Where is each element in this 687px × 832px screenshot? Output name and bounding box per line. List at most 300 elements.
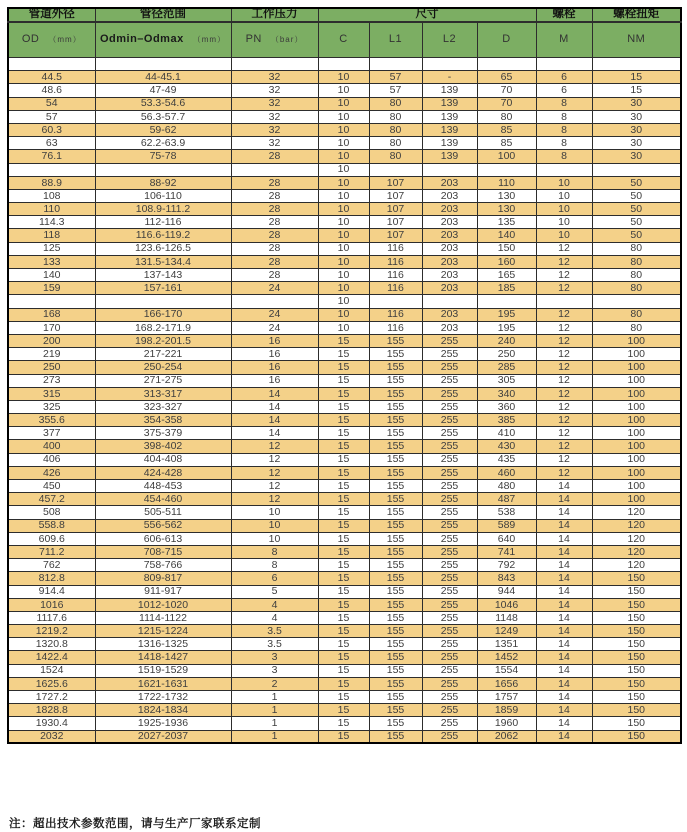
table-cell [536, 295, 592, 308]
table-cell: 57 [8, 110, 95, 123]
table-cell: 48.6 [8, 84, 95, 97]
table-cell: 62.2-63.9 [95, 137, 231, 150]
table-cell: 708-715 [95, 545, 231, 558]
col-header-pn: PN （bar） [231, 22, 318, 58]
table-cell: 118 [8, 229, 95, 242]
table-cell: 32 [231, 137, 318, 150]
table-cell: 1046 [477, 598, 536, 611]
table-cell: 480 [477, 480, 536, 493]
table-cell: 398-402 [95, 440, 231, 453]
table-row [8, 269, 681, 282]
table-cell: 741 [477, 545, 536, 558]
table-cell: 10 [318, 282, 369, 295]
table-cell: 355.6 [8, 414, 95, 427]
group-header-working-pressure: 工作压力 [231, 8, 318, 22]
table-row [8, 677, 681, 690]
table-cell: 255 [422, 559, 477, 572]
table-cell: 508 [8, 506, 95, 519]
table-cell: 12 [536, 308, 592, 321]
table-cell: 15 [318, 559, 369, 572]
table-cell: 15 [318, 374, 369, 387]
table-cell [477, 163, 536, 176]
table-cell: 56.3-57.7 [95, 110, 231, 123]
table-cell: 12 [536, 466, 592, 479]
table-cell: 250 [8, 361, 95, 374]
table-cell: 10 [318, 203, 369, 216]
table-cell [536, 163, 592, 176]
table-cell: 400 [8, 440, 95, 453]
table-cell: 155 [369, 466, 422, 479]
table-cell: 160 [477, 255, 536, 268]
table-cell: 2 [231, 677, 318, 690]
table-cell: 120 [592, 532, 681, 545]
table-cell: 15 [318, 453, 369, 466]
table-cell: 435 [477, 453, 536, 466]
table-cell: 255 [422, 651, 477, 664]
table-cell: 8 [536, 97, 592, 110]
table-cell: 10 [536, 176, 592, 189]
table-cell: 609.6 [8, 532, 95, 545]
table-row [8, 229, 681, 242]
table-cell: 255 [422, 677, 477, 690]
table-cell: 1824-1834 [95, 704, 231, 717]
table-cell: 1 [231, 730, 318, 743]
table-cell [231, 295, 318, 308]
table-cell: 1114-1122 [95, 611, 231, 624]
table-cell: 155 [369, 414, 422, 427]
table-row [8, 361, 681, 374]
table-cell: 589 [477, 519, 536, 532]
table-cell: 100 [592, 361, 681, 374]
table-cell: 157-161 [95, 282, 231, 295]
table-cell: 130 [477, 189, 536, 202]
table-cell: 53.3-54.6 [95, 97, 231, 110]
table-cell: 505-511 [95, 506, 231, 519]
table-cell: 120 [592, 506, 681, 519]
sub-header-row [8, 22, 681, 58]
table-cell: 170 [8, 321, 95, 334]
table-cell: 12 [536, 374, 592, 387]
table-cell: 843 [477, 572, 536, 585]
table-cell: 15 [318, 677, 369, 690]
table-cell: 1930.4 [8, 717, 95, 730]
table-cell: 8 [231, 559, 318, 572]
table-row [8, 440, 681, 453]
table-cell: 198.2-201.5 [95, 334, 231, 347]
table-cell: 107 [369, 229, 422, 242]
table-cell: 75-78 [95, 150, 231, 163]
table-row [8, 387, 681, 400]
table-cell: 404-408 [95, 453, 231, 466]
table-cell: 28 [231, 255, 318, 268]
table-cell [536, 58, 592, 71]
table-cell: 410 [477, 427, 536, 440]
table-cell: 1117.6 [8, 611, 95, 624]
table-cell: 203 [422, 308, 477, 321]
table-row [8, 374, 681, 387]
table-cell: 203 [422, 255, 477, 268]
table-cell: 139 [422, 123, 477, 136]
table-cell: 14 [536, 506, 592, 519]
table-cell: 1219.2 [8, 625, 95, 638]
table-cell: 15 [318, 638, 369, 651]
table-cell: 5 [231, 585, 318, 598]
table-cell: 195 [477, 308, 536, 321]
table-cell [369, 58, 422, 71]
table-row [8, 150, 681, 163]
table-cell: 200 [8, 334, 95, 347]
table-cell [8, 295, 95, 308]
footnote: 注：超出技术参数范围，请与生产厂家联系定制 [9, 818, 261, 830]
table-row [8, 176, 681, 189]
table-cell: 758-766 [95, 559, 231, 572]
table-cell: 155 [369, 651, 422, 664]
table-cell: 15 [318, 532, 369, 545]
table-cell: 10 [318, 110, 369, 123]
table-cell: 14 [536, 598, 592, 611]
table-cell: 155 [369, 493, 422, 506]
table-cell: 15 [592, 84, 681, 97]
col-header-l2: L2 [422, 22, 477, 58]
table-cell: 1452 [477, 651, 536, 664]
table-cell: 12 [536, 282, 592, 295]
table-cell: 120 [592, 545, 681, 558]
table-cell: 1925-1936 [95, 717, 231, 730]
table-row [8, 255, 681, 268]
table-row [8, 334, 681, 347]
table-row [8, 704, 681, 717]
table-cell: 1148 [477, 611, 536, 624]
table-cell: 255 [422, 717, 477, 730]
table-cell: 203 [422, 269, 477, 282]
table-cell: 711.2 [8, 545, 95, 558]
table-cell: 271-275 [95, 374, 231, 387]
table-cell: 116 [369, 282, 422, 295]
table-cell: 305 [477, 374, 536, 387]
table-cell: 8 [231, 545, 318, 558]
table-cell: 85 [477, 137, 536, 150]
table-cell: 80 [369, 123, 422, 136]
table-cell: 448-453 [95, 480, 231, 493]
table-cell: 1524 [8, 664, 95, 677]
table-cell: 150 [592, 691, 681, 704]
table-cell: 1418-1427 [95, 651, 231, 664]
table-cell: 80 [592, 269, 681, 282]
table-cell: 15 [318, 730, 369, 743]
table-cell: 155 [369, 519, 422, 532]
table-cell: 454-460 [95, 493, 231, 506]
table-cell: 15 [318, 387, 369, 400]
table-cell: 8 [536, 123, 592, 136]
table-cell: 10 [536, 229, 592, 242]
table-cell: 556-562 [95, 519, 231, 532]
table-cell: 70 [477, 84, 536, 97]
table-cell: 80 [592, 308, 681, 321]
table-cell: 12 [536, 334, 592, 347]
table-cell [95, 295, 231, 308]
table-cell: 155 [369, 677, 422, 690]
table-cell: 255 [422, 611, 477, 624]
table-cell: 80 [592, 255, 681, 268]
table-cell: 12 [536, 321, 592, 334]
table-cell: 30 [592, 137, 681, 150]
table-cell: 203 [422, 203, 477, 216]
table-cell: 14 [536, 559, 592, 572]
table-cell: 12 [231, 466, 318, 479]
col-header-odmin-odmax: Odmin–Odmax （mm） [95, 22, 231, 58]
table-cell: 203 [422, 229, 477, 242]
table-cell: 12 [536, 414, 592, 427]
table-cell: 150 [477, 242, 536, 255]
table-cell: 57 [369, 71, 422, 84]
table-cell: 12 [536, 361, 592, 374]
table-row [8, 493, 681, 506]
table-cell: 150 [592, 638, 681, 651]
table-cell: 14 [536, 691, 592, 704]
table-cell: 14 [536, 519, 592, 532]
table-cell: 150 [592, 704, 681, 717]
table-cell: 944 [477, 585, 536, 598]
table-cell: 10 [536, 203, 592, 216]
table-cell: 809-817 [95, 572, 231, 585]
table-cell: 14 [536, 611, 592, 624]
table-cell: 14 [231, 414, 318, 427]
table-cell: 10 [318, 84, 369, 97]
table-cell: 255 [422, 506, 477, 519]
table-cell: 150 [592, 611, 681, 624]
col-header-l1: L1 [369, 22, 422, 58]
table-cell: 14 [536, 545, 592, 558]
table-cell: 100 [592, 348, 681, 361]
table-cell: 14 [231, 427, 318, 440]
table-row [8, 216, 681, 229]
table-cell: 15 [318, 664, 369, 677]
table-row [8, 189, 681, 202]
table-row [8, 480, 681, 493]
table-cell: 1656 [477, 677, 536, 690]
table-cell: 15 [318, 480, 369, 493]
table-row [8, 123, 681, 136]
table-cell: 150 [592, 625, 681, 638]
table-cell: 203 [422, 282, 477, 295]
table-row [8, 506, 681, 519]
table-cell: 155 [369, 361, 422, 374]
table-cell: 12 [536, 242, 592, 255]
table-cell [422, 163, 477, 176]
table-cell: 4 [231, 598, 318, 611]
table-cell: 15 [318, 572, 369, 585]
table-cell: 100 [592, 427, 681, 440]
table-cell: 155 [369, 559, 422, 572]
table-cell: 131.5-134.4 [95, 255, 231, 268]
table-cell: 255 [422, 466, 477, 479]
table-cell: 10 [318, 269, 369, 282]
table-cell: 255 [422, 519, 477, 532]
col-header-nm: NM [592, 22, 681, 58]
group-header-bolt: 螺栓 [536, 8, 592, 22]
table-cell: 255 [422, 691, 477, 704]
table-cell: 255 [422, 334, 477, 347]
table-cell: 116 [369, 308, 422, 321]
table-cell [422, 58, 477, 71]
table-cell: 538 [477, 506, 536, 519]
table-cell: 116 [369, 242, 422, 255]
table-cell: 255 [422, 638, 477, 651]
table-row [8, 400, 681, 413]
table-cell: 3.5 [231, 638, 318, 651]
table-cell: 14 [231, 400, 318, 413]
table-cell: 14 [536, 572, 592, 585]
table-cell: 15 [318, 466, 369, 479]
table-cell: 2062 [477, 730, 536, 743]
table-cell: 6 [536, 84, 592, 97]
table-row-spacer [8, 163, 681, 176]
table-cell: 16 [231, 348, 318, 361]
table-cell: 15 [318, 651, 369, 664]
table-cell: 14 [536, 704, 592, 717]
table-cell: 80 [369, 110, 422, 123]
table-cell [592, 295, 681, 308]
table-cell: 1320.8 [8, 638, 95, 651]
table-cell: 155 [369, 638, 422, 651]
table-cell: 4 [231, 611, 318, 624]
table-cell [95, 163, 231, 176]
table-cell: 108.9-111.2 [95, 203, 231, 216]
table-cell: 911-917 [95, 585, 231, 598]
table-cell: 792 [477, 559, 536, 572]
table-cell: 340 [477, 387, 536, 400]
table-cell: 255 [422, 361, 477, 374]
table-cell: 150 [592, 717, 681, 730]
table-cell: 50 [592, 203, 681, 216]
table-cell: 155 [369, 717, 422, 730]
table-row [8, 110, 681, 123]
table-cell: 106-110 [95, 189, 231, 202]
table-row [8, 282, 681, 295]
table-cell: 114.3 [8, 216, 95, 229]
table-row [8, 625, 681, 638]
table-cell: 460 [477, 466, 536, 479]
table-cell: 385 [477, 414, 536, 427]
table-cell: 14 [536, 532, 592, 545]
table-cell: 10 [318, 242, 369, 255]
table-cell: 28 [231, 242, 318, 255]
table-cell: 57 [369, 84, 422, 97]
table-row-blank [8, 58, 681, 71]
table-cell: 155 [369, 691, 422, 704]
table-cell: 14 [536, 585, 592, 598]
table-cell: 8 [536, 150, 592, 163]
table-row [8, 717, 681, 730]
table-cell: 15 [318, 704, 369, 717]
table-cell: 150 [592, 651, 681, 664]
table-cell: 32 [231, 110, 318, 123]
table-cell: 255 [422, 374, 477, 387]
table-cell: 12 [536, 453, 592, 466]
table-cell: 50 [592, 229, 681, 242]
table-cell: 80 [369, 97, 422, 110]
table-cell: 155 [369, 611, 422, 624]
table-cell: 32 [231, 123, 318, 136]
table-row [8, 321, 681, 334]
table-cell: 155 [369, 704, 422, 717]
table-cell: 24 [231, 308, 318, 321]
table-cell: 14 [536, 677, 592, 690]
table-cell: 80 [369, 150, 422, 163]
col-header-od: OD （mm） [8, 22, 95, 58]
table-cell: 12 [536, 440, 592, 453]
table-cell: 125 [8, 242, 95, 255]
table-cell: 255 [422, 400, 477, 413]
table-cell: 15 [318, 414, 369, 427]
table-row [8, 84, 681, 97]
table-row [8, 137, 681, 150]
table-cell: 8 [536, 137, 592, 150]
group-header-bolt-torque: 螺栓扭矩 [592, 8, 681, 22]
table-cell: 15 [318, 334, 369, 347]
table-cell: 255 [422, 480, 477, 493]
table-cell: 15 [318, 625, 369, 638]
table-cell: 14 [536, 664, 592, 677]
table-cell: 3 [231, 651, 318, 664]
table-cell: 135 [477, 216, 536, 229]
table-cell: 14 [536, 625, 592, 638]
table-cell: 255 [422, 453, 477, 466]
table-cell: 1351 [477, 638, 536, 651]
table-cell: 2032 [8, 730, 95, 743]
table-cell: 375-379 [95, 427, 231, 440]
table-row [8, 559, 681, 572]
table-cell: 100 [592, 466, 681, 479]
table-cell: 28 [231, 216, 318, 229]
table-cell: 203 [422, 242, 477, 255]
table-cell [592, 163, 681, 176]
table-cell: 12 [536, 269, 592, 282]
table-cell: 168 [8, 308, 95, 321]
table-cell: 70 [477, 97, 536, 110]
group-header-row [8, 8, 681, 22]
table-cell: 120 [592, 559, 681, 572]
table-cell: 133 [8, 255, 95, 268]
table-cell: 10 [318, 123, 369, 136]
table-cell: 325 [8, 400, 95, 413]
table-cell: 30 [592, 110, 681, 123]
table-cell: 150 [592, 598, 681, 611]
table-cell: 487 [477, 493, 536, 506]
table-row [8, 585, 681, 598]
table-cell: 14 [536, 717, 592, 730]
table-row [8, 651, 681, 664]
table-cell: 255 [422, 625, 477, 638]
group-header-pipe-od: 管道外径 [8, 8, 95, 22]
table-cell: 139 [422, 137, 477, 150]
table-cell: 100 [592, 453, 681, 466]
table-row [8, 638, 681, 651]
table-cell [369, 163, 422, 176]
table-row [8, 466, 681, 479]
table-cell: 139 [422, 84, 477, 97]
table-cell: 28 [231, 203, 318, 216]
table-cell: 285 [477, 361, 536, 374]
table-cell: 15 [592, 71, 681, 84]
table-cell: 50 [592, 216, 681, 229]
table-cell: 1016 [8, 598, 95, 611]
table-cell: 150 [592, 585, 681, 598]
table-cell: 15 [318, 598, 369, 611]
table-cell: 762 [8, 559, 95, 572]
table-cell: 14 [536, 730, 592, 743]
table-cell: 203 [422, 216, 477, 229]
